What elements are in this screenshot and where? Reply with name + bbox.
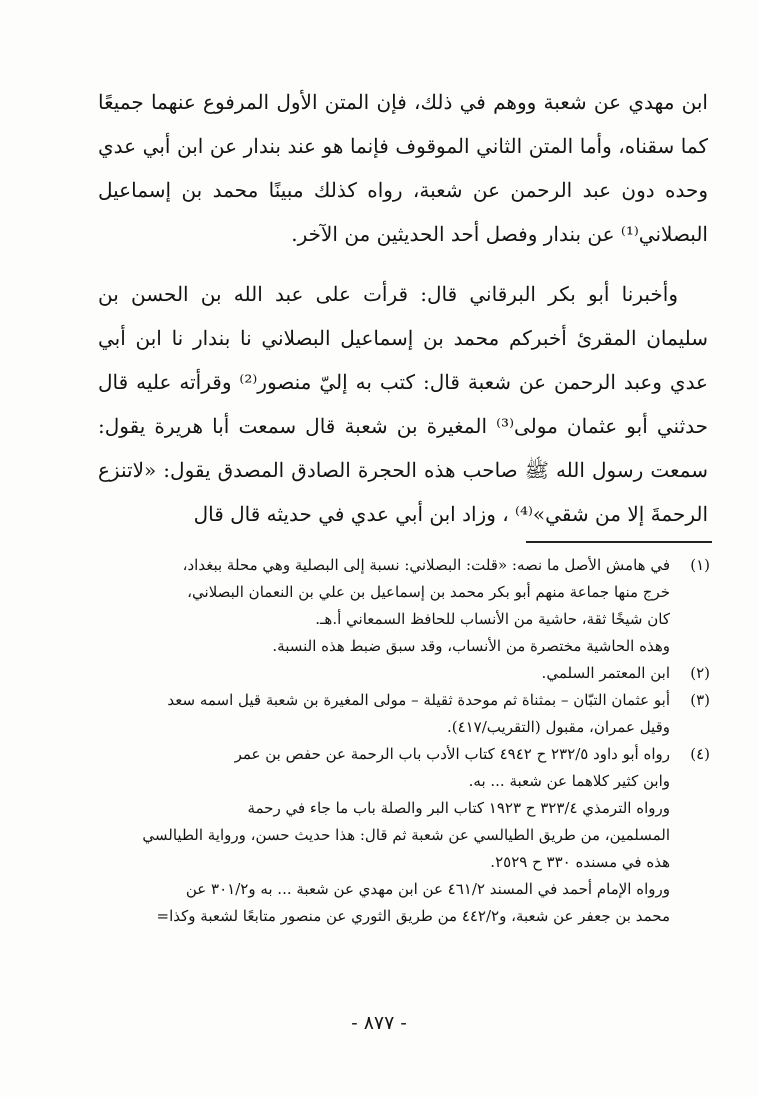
footnote-3	[98, 687, 710, 741]
footnote-line: وهذه الحاشية مختصرة من الأنساب، وقد سبق ضبط هذه النسبة.	[272, 637, 670, 655]
text-line: حدثني أبو عثمان مولى⁽³⁾ المغيرة بن شعبة قال سمعت أبا هريرة يقول:	[98, 414, 709, 438]
text-line: عدي وعبد الرحمن عن شعبة قال: كتب به إليّ منصور⁽²⁾ وقرأته عليه قال	[98, 370, 708, 394]
footnote-line: رواه أبو داود ٢٣٢/٥ ح ٤٩٤٢ كتاب الأدب باب الرحمة عن حفص بن عمر	[234, 745, 670, 763]
paragraph-1	[98, 80, 708, 256]
footnote-line: أبو عثمان التبّان – بمثناة ثم موحدة ثقيلة – مولى المغيرة بن شعبة قيل اسمه سعد	[167, 691, 670, 709]
footnote-number: (٤)	[690, 745, 710, 763]
text-line: جميعًا كما سقناه، وأما المتن الثاني الموقوف فإنما هو عند بندار عن ابن	[98, 90, 708, 158]
footnote-4	[98, 741, 710, 930]
footnote-number: (١)	[690, 556, 710, 574]
page-number: - ٨٧٧ -	[351, 1012, 407, 1034]
text-line: سمعت رسول الله ﷺ صاحب هذه الحجرة الصادق المصدق يقول:	[163, 458, 708, 482]
footnote-line: محمد بن جعفر عن شعبة، و٤٤٢/٢ من طريق الثوري عن منصور متابعًا لشعبة وكذا=	[156, 907, 670, 925]
footnote-line: كان شيخًا ثقة، حاشية من الأنساب للحافظ السمعاني أ.هـ.	[315, 610, 670, 628]
text-line: ابن مهدي عن شعبة ووهم في ذلك، فإن المتن الأول المرفوع عنهما	[150, 90, 708, 114]
main-text	[98, 80, 708, 536]
paragraph-2	[98, 272, 708, 536]
footnote-line: هذه في مسنده ٣٣٠ ح ٢٥٢٩.	[490, 853, 670, 871]
footnote-line: ابن المعتمر السلمي.	[541, 664, 670, 682]
footnote-separator	[526, 541, 712, 543]
footnote-line: ورواه الترمذي ٣٢٣/٤ ح ١٩٢٣ كتاب البر والصلة باب ما جاء في رحمة	[247, 799, 670, 817]
footnote-number: (٣)	[690, 691, 710, 709]
text-line: «لاتنزع الرحمةَ إلا من شقي»⁽⁴⁾ ، وزاد ابن أبي عدي في حديثه قال قال	[98, 458, 708, 526]
footnote-number: (٢)	[690, 664, 710, 682]
footnote-1	[98, 552, 710, 660]
footnote-line: وابن كثير كلاهما عن شعبة ... به.	[468, 772, 670, 790]
footnote-2	[98, 660, 710, 687]
footnote-line: خرج منها جماعة منهم أبو بكر محمد بن إسماعيل بن علي بن النعمان البصلاني،	[187, 583, 670, 601]
text-line: أبي عدي وحده دون عبد الرحمن عن شعبة، رواه كذلك مبينًا محمد بن	[98, 134, 708, 202]
footnotes	[98, 552, 710, 930]
footnote-line: في هامش الأصل ما نصه: «قلت: البصلاني: نسبة إلى البصلية وهي محلة ببغداد،	[182, 556, 670, 574]
footnote-line: وقيل عمران، مقبول (التقريب/٤١٧).	[446, 718, 670, 736]
text-line: إسماعيل البصلاني⁽¹⁾ عن بندار وفصل أحد الحديثين من الآخر.	[98, 178, 708, 246]
footnote-line: ورواه الإمام أحمد في المسند ٤٦١/٢ عن ابن مهدي عن شعبة ... به و٣٠١/٢ عن	[185, 880, 670, 898]
footnote-line: المسلمين، من طريق الطيالسي عن شعبة ثم قال: هذا حديث حسن، ورواية الطيالسي	[142, 826, 670, 844]
text-line: وأخبرنا أبو بكر البرقاني قال: قرأت على عبد الله بن الحسن بن	[98, 282, 678, 306]
text-line: سليمان المقرئ أخبركم محمد بن إسماعيل البصلاني نا بندار نا ابن أبي	[98, 326, 708, 350]
